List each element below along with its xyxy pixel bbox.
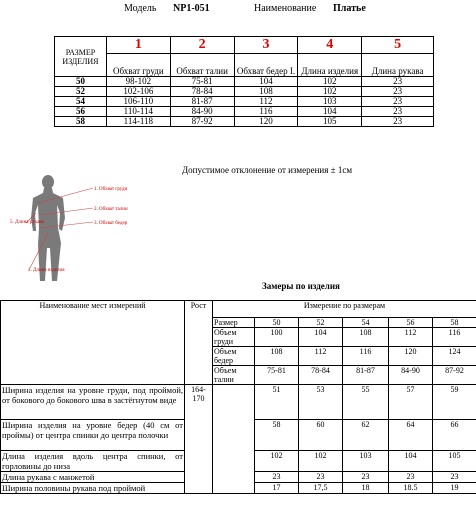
size-cell: 50 bbox=[55, 77, 107, 87]
size-cell: 52 bbox=[55, 87, 107, 97]
column-number: 2 bbox=[170, 37, 234, 54]
figure-label: 4. Длина изделия bbox=[28, 268, 65, 273]
row-label: Объем талии bbox=[213, 366, 255, 385]
col-sizes-header: Измерение по размерам bbox=[213, 301, 476, 318]
table-cell: 58 bbox=[255, 420, 299, 451]
table-cell: 78-84 bbox=[299, 366, 343, 385]
figure-label: 5. Длина рукава bbox=[10, 220, 44, 225]
size-cell: 54 bbox=[343, 318, 389, 328]
table-cell: 84-90 bbox=[389, 366, 433, 385]
table-row bbox=[55, 107, 434, 117]
table-cell: 23 bbox=[362, 77, 434, 87]
tolerance-note: Допустимое отклонение от измерения ± 1см bbox=[182, 165, 353, 175]
table-row bbox=[1, 385, 476, 420]
size-row-label: Размер bbox=[213, 318, 255, 328]
table-cell: 23 bbox=[362, 117, 434, 127]
table-cell: 75-81 bbox=[255, 366, 299, 385]
row-label: Ширина изделия на уровне груди, под проймой, от бокового до бокового шва в застёгнутом виде bbox=[1, 385, 185, 420]
row-label: Объем бедер bbox=[213, 347, 255, 366]
row-label: Объем груди bbox=[213, 328, 255, 347]
name-value: Платье bbox=[333, 3, 366, 14]
table-cell: 108 bbox=[343, 328, 389, 347]
table-cell: 114-118 bbox=[106, 117, 170, 127]
table-cell: 102 bbox=[298, 77, 362, 87]
table-cell: 23 bbox=[362, 97, 434, 107]
column-number: 4 bbox=[298, 37, 362, 54]
size-cell: 50 bbox=[255, 318, 299, 328]
table-cell: 102-106 bbox=[106, 87, 170, 97]
figure-label: 1. Обхват груди bbox=[94, 187, 128, 192]
table-cell: 18 bbox=[343, 483, 389, 494]
table-cell: 87-92 bbox=[170, 117, 234, 127]
model-value: NP1-051 bbox=[173, 3, 210, 14]
table-cell: 110-114 bbox=[106, 107, 170, 117]
table-cell: 106-110 bbox=[106, 97, 170, 107]
table-cell: 60 bbox=[299, 420, 343, 451]
table-cell: 23 bbox=[362, 107, 434, 117]
measurement-table bbox=[0, 300, 476, 494]
table-cell: 103 bbox=[298, 97, 362, 107]
row-label: Ширина изделия на уровне бедер (40 см от проймы) от центра спинки до центра полочки bbox=[1, 420, 185, 451]
row-label: Ширина половины рукава под проймой bbox=[1, 483, 185, 494]
column-label: Обхват бедер I. bbox=[234, 54, 298, 77]
table-cell: 53 bbox=[299, 385, 343, 420]
table-cell: 102 bbox=[299, 451, 343, 472]
table-cell: 18.5 bbox=[389, 483, 433, 494]
table-cell: 116 bbox=[234, 107, 298, 117]
size-cell: 56 bbox=[55, 107, 107, 117]
measure-table-title: Замеры по изделия bbox=[262, 281, 340, 291]
size-cell: 58 bbox=[433, 318, 476, 328]
table-cell: 105 bbox=[298, 117, 362, 127]
table-cell: 120 bbox=[389, 347, 433, 366]
table-row bbox=[55, 117, 434, 127]
table-cell: 17,5 bbox=[299, 483, 343, 494]
blank-cell bbox=[213, 385, 255, 494]
table-cell: 103 bbox=[343, 451, 389, 472]
size-header: РАЗМЕР ИЗДЕЛИЯ bbox=[55, 37, 107, 77]
table-cell: 23 bbox=[255, 472, 299, 483]
mannequin-silhouette bbox=[31, 175, 65, 281]
table-cell: 64 bbox=[389, 420, 433, 451]
col-name-header: Наименование мест измерений bbox=[1, 301, 185, 385]
table-cell: 116 bbox=[343, 347, 389, 366]
table-cell: 78-84 bbox=[170, 87, 234, 97]
table-cell: 112 bbox=[234, 97, 298, 107]
column-label: Обхват талии bbox=[170, 54, 234, 77]
table-cell: 23 bbox=[389, 472, 433, 483]
table-cell: 66 bbox=[433, 420, 476, 451]
column-label: Длина изделия bbox=[298, 54, 362, 77]
table-cell: 81-87 bbox=[343, 366, 389, 385]
table-cell: 120 bbox=[234, 117, 298, 127]
table-cell: 23 bbox=[433, 472, 476, 483]
table-cell: 104 bbox=[389, 451, 433, 472]
table-cell: 102 bbox=[255, 451, 299, 472]
table-cell: 100 bbox=[255, 328, 299, 347]
table-cell: 104 bbox=[234, 77, 298, 87]
table-cell: 87-92 bbox=[433, 366, 476, 385]
table-row bbox=[55, 97, 434, 107]
table-cell: 116 bbox=[433, 328, 476, 347]
table-cell: 62 bbox=[343, 420, 389, 451]
table-cell: 55 bbox=[343, 385, 389, 420]
column-number: 1 bbox=[106, 37, 170, 54]
col-height-header: Рост bbox=[185, 301, 213, 385]
table-cell: 104 bbox=[299, 328, 343, 347]
figure-label: 2. Обхват талии bbox=[94, 207, 128, 212]
table-cell: 19 bbox=[433, 483, 476, 494]
table-cell: 112 bbox=[389, 328, 433, 347]
column-number: 5 bbox=[362, 37, 434, 54]
figure-label: 3. Обхват бедер bbox=[94, 221, 128, 226]
size-cell: 54 bbox=[55, 97, 107, 107]
size-cell: 58 bbox=[55, 117, 107, 127]
column-number: 3 bbox=[234, 37, 298, 54]
table-cell: 23 bbox=[343, 472, 389, 483]
table-cell: 108 bbox=[255, 347, 299, 366]
table-row bbox=[55, 77, 434, 87]
table-cell: 112 bbox=[299, 347, 343, 366]
name-label: Наименование bbox=[254, 3, 317, 14]
model-label: Модель bbox=[124, 3, 157, 14]
table-cell: 105 bbox=[433, 451, 476, 472]
body-measurement-figure bbox=[8, 173, 158, 285]
table-cell: 75-81 bbox=[170, 77, 234, 87]
table-cell: 98-102 bbox=[106, 77, 170, 87]
table-cell: 108 bbox=[234, 87, 298, 97]
table-cell: 104 bbox=[298, 107, 362, 117]
table-cell: 124 bbox=[433, 347, 476, 366]
table-cell: 102 bbox=[298, 87, 362, 97]
column-label: Длина рукава bbox=[362, 54, 434, 77]
table-cell: 84-90 bbox=[170, 107, 234, 117]
table-cell: 51 bbox=[255, 385, 299, 420]
size-table bbox=[54, 36, 434, 127]
table-cell: 17 bbox=[255, 483, 299, 494]
table-cell: 59 bbox=[433, 385, 476, 420]
size-cell: 56 bbox=[389, 318, 433, 328]
row-label: Длина изделия вдоль центра спинки, от горловины до низа bbox=[2, 451, 183, 471]
table-cell: 57 bbox=[389, 385, 433, 420]
table-row bbox=[55, 87, 434, 97]
table-cell: 23 bbox=[299, 472, 343, 483]
table-cell: 81-87 bbox=[170, 97, 234, 107]
column-label: Обхват груди bbox=[106, 54, 170, 77]
height-value: 164-170 bbox=[185, 385, 213, 494]
size-cell: 52 bbox=[299, 318, 343, 328]
table-cell: 23 bbox=[362, 87, 434, 97]
row-label: Длина рукава с манжетой bbox=[1, 472, 185, 483]
